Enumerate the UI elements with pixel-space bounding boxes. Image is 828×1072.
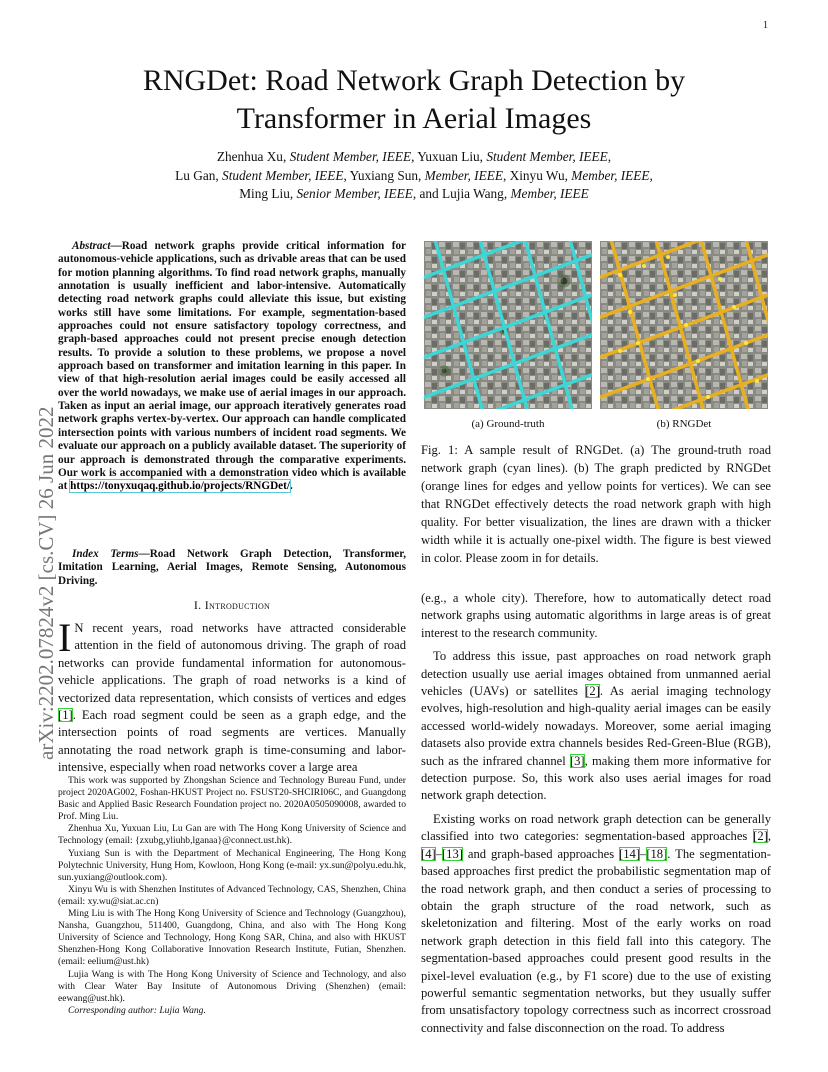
author-line-2: Lu Gan, Student Member, IEEE, Yuxiang Sun, Member, IEEE, Xinyu Wu, Member, IEEE, [175, 167, 653, 183]
page-number: 1 [763, 20, 768, 31]
arxiv-stamp [8, 290, 60, 760]
drop-cap: I [58, 615, 72, 660]
figure-ground-truth-image [424, 241, 592, 409]
footnote: This work was supported by Zhongshan Science and Technology Bureau Fund, under project 2020AG002, Foshan-HKUST Project no. FSUST20-SHCIRI06C, and Guangdong Basic and Applied Basic Research Foundation project no. 2020A0505090008, awarded to Prof. Ming Liu. [58, 775, 406, 823]
arxiv-stamp-text: arXiv:2202.07824v2 [cs.CV] 26 Jun 2022 [34, 406, 58, 760]
footnote: Ming Liu is with The Hong Kong University of Science and Technology (Guangzhou), Nansha, Guangzhou, 511400, Guangdong, China, and also with The Hong Kong University of Science and Technology, Hong Kong SAR, China, and also with HKUST Shenzhen-Hong Kong Collaborative Innovation Research Institute, Futian, Shenzhen. (email: eelium@ust.hk) [58, 908, 406, 968]
footnote: Zhenhua Xu, Yuxuan Liu, Lu Gan are with The Hong Kong University of Science and Technology (email: {zxubg,yliuhb,lganaa}@connect.ust.hk). [58, 823, 406, 847]
title-line-1: RNGDet: Road Network Graph Detection by [142, 64, 686, 97]
abstract-body: —Road network graphs provide critical information for autonomous-vehicle applications, such as drivable areas that can be used for motion planning algorithms. To find road network graphs, manually annotation is usually inefficient and labor-intensive. Automatically detecting road network graphs could alleviate this issue, but existing works still have some limitations. For example, segmentation-based approaches could not ensure satisfactory topology correctness, and graph-based approaches could not present precise enough detection results. To provide a solution to these problems, we propose a novel approach based on transformer and imitation learning in this paper. In view of that high-resolution aerial images could be easily accessed all over the world nowadays, we make use of aerial images in our approach. Taken as input an aerial image, our approach iteratively generates road network graphs vertex-by-vertex. Our approach can handle complicated intersection points with various numbers of incident road segments. We evaluate our approach on a publicly available dataset. The superiority of our approach is demonstrated through the comparative experiments. Our work is accompanied with a demonstration video which is available at [58, 240, 406, 493]
figure-label-b: (b) RNGDet [656, 418, 712, 430]
citation-link[interactable]: [18] [646, 846, 668, 861]
section-heading: I. Introduction [193, 598, 271, 612]
right-column-text [421, 590, 771, 1043]
footnote: Lujia Wang is with The Hong Kong University of Science and Technology, and also with Clear Water Bay Insitute of Autonomous Driving (Shenzhen) (email: eewang@ust.hk). [58, 968, 406, 1004]
figure-rngdet-image [600, 241, 768, 409]
project-link[interactable]: https://tonyxuqaq.github.io/projects/RNGDet/ [70, 480, 290, 493]
footnote: Xinyu Wu is with Shenzhen Institutes of Advanced Technology, CAS, Shenzhen, China (email: xy.wu@siat.ac.cn) [58, 883, 406, 907]
author-line-1: Zhenhua Xu, Student Member, IEEE, Yuxuan Liu, Student Member, IEEE, [216, 149, 612, 164]
abstract: Abstract—Road network graphs provide critical information for autonomous-vehicle applications, such as drivable areas that can be used for motion planning algorithms. To find road network graphs, manually annotation is usually inefficient and labor-intensive. Automatically detecting road network graphs could alleviate this issue, but existing works still have some limitations. For example, segmentation-based approaches could not ensure satisfactory topology correctness, and graph-based approaches could not present precise enough detection results. To provide a solution to these problems, we propose a novel approach based on transformer and imitation learning in this paper. In view of that high-resolution aerial images could be easily accessed all over the world nowadays, we make use of aerial images in our approach. Taken as input an aerial image, our approach iteratively generates road network graphs vertex-by-vertex. Our approach can handle complicated intersection points with various numbers of incident road segments. We evaluate our approach on a publicly available dataset. The superiority of our approach is demonstrated through the comparative experiments. Our work is accompanied with a demonstration video which is available at https://tonyxuqaq.github.io/projects/RNGDet/. [58, 240, 406, 493]
index-terms [58, 548, 406, 588]
citation-link[interactable]: [1] [58, 708, 73, 723]
citation-link[interactable]: [3] [569, 753, 585, 768]
intro-paragraph: I N recent years, road networks have attracted considerable attention in the field of autonomous driving. The graph of road networks can provide fundamental information for autonomous-vehicle applications. The graph of road networks is a kind of vectorized data representation, which consists of vertices and edges [1]. Each road segment could be seen as a graph edge, and the intersection points of road segments are vertices. Manually annotating the road network graph is time-consuming and labor-intensive, especially when road networks cover a large area [58, 615, 406, 775]
author-line-3: Ming Liu, Senior Member, IEEE, and Lujia Wang, Member, IEEE [239, 186, 589, 201]
paragraph: To address this issue, past approaches on road network graph detection usually use aerial images obtained from unmanned aerial vehicles (UAVs) or satellites [2]. As aerial imaging technology evolves, high-resolution and high-quality aerial images can be easily accessed world-widely nowadays. Moreover, some aerial imaging datasets also provide extra channels besides Red-Green-Blue (RGB), such as the infrared channel [3], making them more informative for detection purpose. So, this work also uses aerial images for road network graph detection. [421, 649, 771, 803]
figure-label-a: (a) Ground-truth [471, 418, 545, 430]
citation-link[interactable]: [13] [441, 846, 463, 861]
footnote: Corresponding author: Lujia Wang. [68, 1004, 206, 1016]
citation-link[interactable]: [2] [753, 829, 768, 844]
abstract-lead: Abstract [72, 240, 111, 252]
citation-link[interactable]: [14] [619, 846, 641, 861]
paragraph: Existing works on road network graph detection can be generally classified into two categories: segmentation-based approaches [2], [4]–[13] and graph-based approaches [14]–[18]. The segmentation-based approaches first predict the probabilistic segmentation map of the road network graph, and then conduct a series of processing to obtain the graph structure of the road network, such as skeletonization and filtering. Most of the early works on road network graph detection in this field fall into this category. The segmentation-based approaches could present good results in the pixel-level evaluation (e.g., by F1 score) due to the use of existing powerful semantic segmentation networks, but they usually suffer from unsatisfactory topology correctness such as incorrect crossroad connectivity and false disconnection on the road. To address [421, 811, 771, 1035]
paper-title [60, 62, 768, 138]
figure-caption: Fig. 1: A sample result of RNGDet. (a) The ground-truth road network graph (cyan lines). (b) The graph predicted by RNGDet (orange lines for edges and yellow points for vertices). We can see that RNGDet effectively detects the road network graph with high quality. For better visualization, the lines are drawn with a thicker width while it is actually one-pixel width. The figure is best viewed in color. Please zoom in for details. [421, 443, 771, 565]
title-line-2: Transformer in Aerial Images [236, 102, 592, 135]
citation-link[interactable]: [4] [421, 846, 436, 861]
paragraph: (e.g., a whole city). Therefore, how to automatically detect road network graphs using automatic algorithms in large areas is of great interest to the research community. [421, 591, 771, 640]
footnotes [58, 775, 406, 1017]
author-list [60, 148, 768, 204]
index-terms-lead: Index Terms [72, 548, 139, 560]
citation-link[interactable]: [2] [585, 684, 600, 699]
index-terms-body: —Road Network Graph Detection, Transformer, Imitation Learning, Aerial Images, Remote Sensing, Autonomous Driving. [58, 548, 406, 587]
footnote: Yuxiang Sun is with the Department of Mechanical Engineering, The Hong Kong Polytechnic University, Hung Hom, Kowloon, Hong Kong (e-mail: yx.sun@polyu.edu.hk, sun.yuxiang@outlook.com). [58, 847, 406, 883]
